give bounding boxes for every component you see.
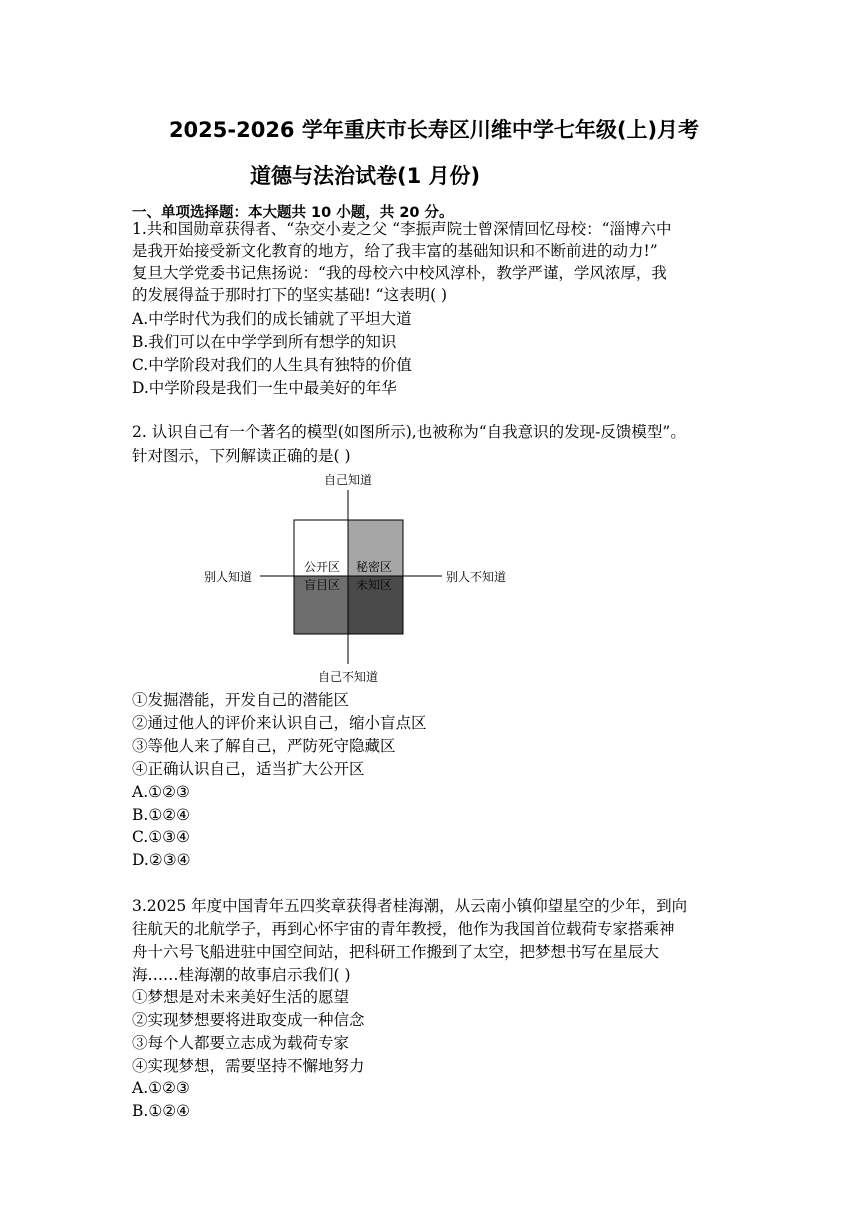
q3-statement: ③每个人都要立志成为载荷专家 (132, 1034, 350, 1052)
q1-stem-line: 1.共和国勋章获得者、“杂交小麦之父 “李振声院士曾深情回忆母校：“淄博六中 (132, 220, 672, 238)
q3-stem-line: 往航天的北航学子，再到心怀宇宙的青年教授，他作为我国首位载荷专家搭乘神 (132, 920, 675, 938)
q3-option-b: B.①②④ (132, 1102, 191, 1120)
q1-stem-line: 是我开始接受新文化教育的地方，给了我丰富的基础知识和不断前进的动力!” (132, 242, 658, 260)
q3-statement: ①梦想是对未来美好生活的愿望 (132, 988, 350, 1006)
q1-stem-line: 复旦大学党委书记焦扬说：“我的母校六中校风淳朴，教学严谨，学风浓厚，我 (132, 264, 667, 282)
q3-stem-line: 海……桂海潮的故事启示我们( ) (132, 966, 351, 984)
q1-option-b: B.我们可以在中学学到所有想学的知识 (132, 333, 397, 351)
q2-option-d: D.②③④ (132, 851, 191, 869)
label-open: 公开区 (304, 560, 341, 574)
label-bottom: 自己不知道 (317, 670, 379, 684)
q2-option-a: A.①②③ (132, 783, 190, 801)
section-heading: 一、单项选择题：本大题共 10 小题，共 20 分。 (132, 205, 454, 221)
exam-title-line1: 2025-2026 学年重庆市长寿区川维中学七年级(上)月考 (168, 118, 700, 142)
johari-window-diagram (190, 468, 530, 686)
q1-option-d: D.中学阶段是我们一生中最美好的年华 (132, 379, 397, 397)
q2-option-b: B.①②④ (132, 806, 191, 824)
q3-option-a: A.①②③ (132, 1079, 190, 1097)
label-blind: 盲目区 (304, 578, 341, 592)
q1-option-c: C.中学阶段对我们的人生具有独特的价值 (132, 356, 412, 374)
q2-statement: ④正确认识自己，适当扩大公开区 (132, 760, 365, 778)
q1-option-a: A.中学时代为我们的成长铺就了平坦大道 (132, 310, 412, 328)
label-left: 别人知道 (204, 570, 253, 584)
q2-statement: ③等他人来了解自己，严防死守隐藏区 (132, 737, 396, 755)
label-right: 别人不知道 (446, 570, 507, 584)
q3-stem-line: 3.2025 年度中国青年五四奖章获得者桂海潮，从云南小镇仰望星空的少年，到向 (132, 897, 688, 915)
label-top: 自己知道 (323, 473, 373, 487)
label-secret: 秘密区 (356, 560, 393, 574)
q2-statement: ①发掘潜能，开发自己的潜能区 (132, 691, 350, 709)
q3-stem-line: 舟十六号飞船进驻中国空间站，把科研工作搬到了太空，把梦想书写在星辰大 (132, 943, 660, 961)
exam-title-line2: 道德与法治试卷(1 月份) (250, 164, 481, 188)
q2-stem-line: 针对图示，下列解读正确的是( ) (132, 447, 351, 465)
q3-statement: ②实现梦想要将进取变成一种信念 (132, 1011, 365, 1029)
q2-stem-line: 2. 认识自己有一个著名的模型(如图所示),也被称为“自我意识的发现-反馈模型”。 (132, 423, 686, 441)
q1-stem-line: 的发展得益于那时打下的坚实基础! “这表明( ) (132, 286, 448, 304)
q2-option-c: C.①③④ (132, 828, 190, 846)
q3-statement: ④实现梦想，需要坚持不懈地努力 (132, 1057, 365, 1075)
q2-statement: ②通过他人的评价来认识自己，缩小盲点区 (132, 714, 427, 732)
label-unknown: 未知区 (356, 578, 393, 592)
